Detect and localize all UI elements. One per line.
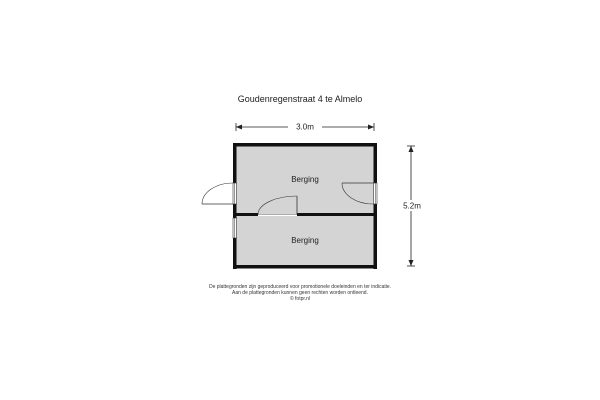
depth-label: 5.2m	[403, 201, 421, 211]
wall-right-lower	[374, 204, 378, 269]
width-arrow-right	[368, 125, 374, 130]
width-dimension	[236, 121, 374, 132]
floorplan-title: Goudenregenstraat 4 te Almelo	[237, 94, 363, 104]
wall-right-upper	[374, 143, 378, 183]
partition-right-segment	[297, 213, 374, 216]
disclaimer-line-3: © fotpr.nl	[289, 296, 311, 303]
room-label-berging-bottom: Berging	[291, 236, 319, 245]
wall-left-lower	[233, 238, 237, 269]
disclaimer-line-2: Aan de plattegronden kunnen geen rechten worden ontleend.	[232, 290, 368, 297]
depth-dimension	[398, 146, 426, 266]
width-label: 3.0m	[296, 122, 314, 132]
left-door	[202, 183, 237, 204]
left-window	[233, 218, 237, 238]
partition-left-segment	[236, 213, 258, 216]
wall-top	[233, 143, 377, 147]
disclaimer-line-1: De plattegronden zijn geproduceerd voor promotionele doeleinden en ter indicatie.	[208, 284, 392, 290]
room-label-berging-top: Berging	[291, 175, 319, 184]
partition-wall	[236, 213, 374, 216]
left-door-swing	[202, 183, 233, 204]
depth-arrow-bottom	[409, 260, 414, 266]
depth-arrow-top	[409, 146, 414, 152]
wall-left-upper	[233, 143, 237, 183]
wall-bottom	[233, 265, 377, 269]
disclaimer	[0, 284, 600, 303]
width-arrow-left	[236, 125, 242, 130]
wall-left-middle	[233, 204, 237, 218]
